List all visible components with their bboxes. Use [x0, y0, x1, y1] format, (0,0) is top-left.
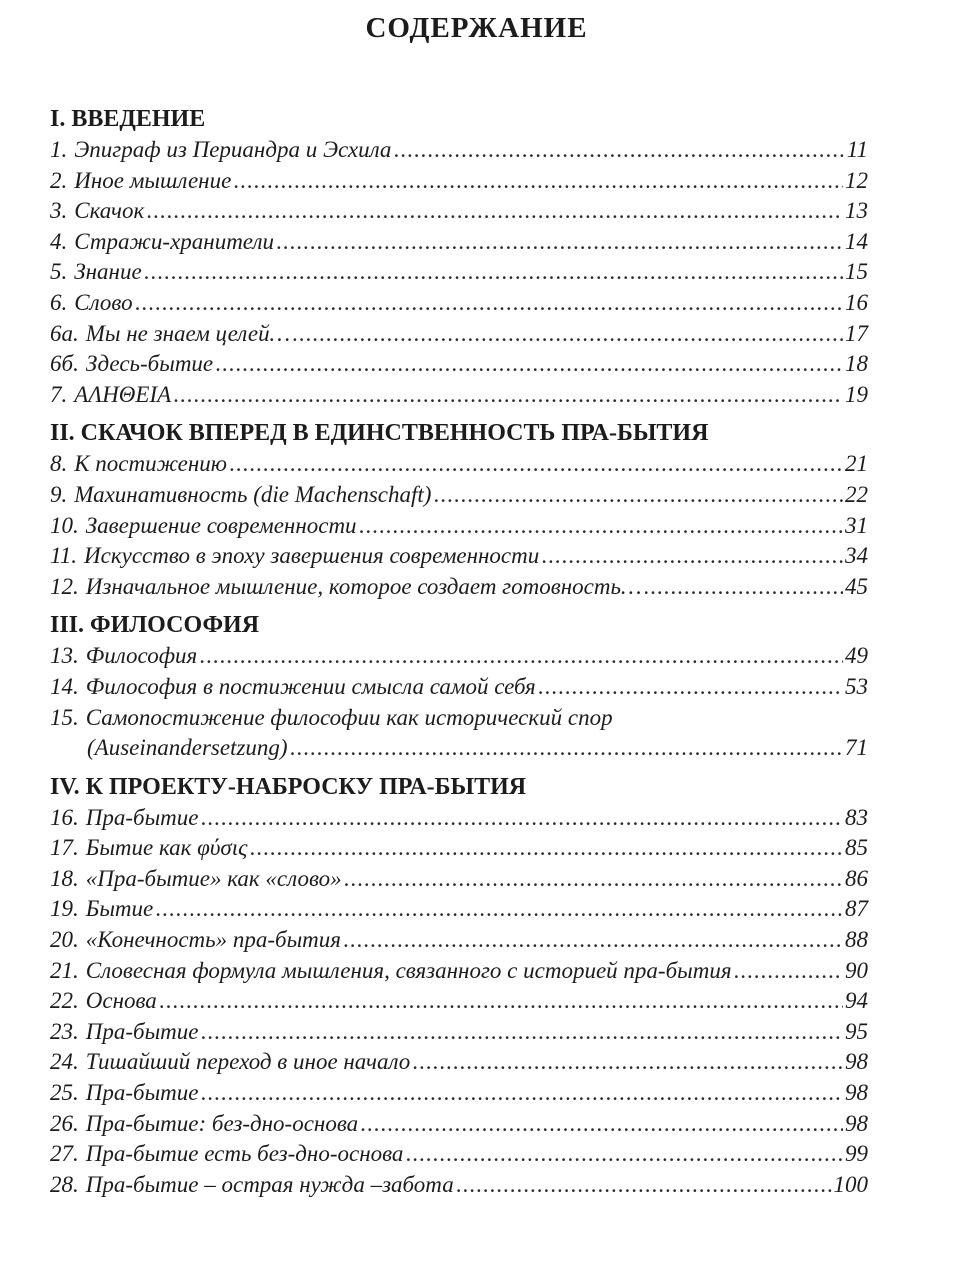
entry-page-number: 22 — [845, 481, 868, 507]
entry-number: 3. — [50, 198, 68, 224]
toc-entry — [50, 480, 868, 511]
entry-page-number: 45 — [845, 573, 868, 599]
entry-number: 26. — [50, 1110, 79, 1136]
toc-section — [50, 771, 868, 1201]
entry-page-number: 98 — [845, 1080, 868, 1106]
entry-title: Махинативность (die Machenschaft) — [74, 481, 432, 507]
entry-page-number: 98 — [845, 1049, 868, 1075]
toc-entry — [50, 641, 868, 672]
entry-title: Эпиграф из Периандра и Эсхила — [74, 137, 392, 162]
entry-title: Стражи-хранители — [74, 228, 274, 254]
section-heading: IV. К ПРОЕКТУ-НАБРОСКУ ПРА-БЫТИЯ — [50, 773, 527, 800]
toc-entry — [50, 572, 868, 603]
entry-number: 24. — [50, 1049, 79, 1075]
dot-leader — [734, 956, 843, 987]
toc-entry — [50, 511, 868, 542]
entry-page-number: 100 — [833, 1171, 868, 1197]
entry-page-number: 13 — [845, 198, 868, 224]
section-heading: I. ВВЕДЕНИЕ — [50, 106, 206, 132]
toc-entry — [50, 319, 868, 350]
entry-title: Слово — [74, 289, 133, 315]
entry-page-number: 16 — [845, 289, 868, 315]
entry-title: Пра-бытие есть без-дно-основа — [85, 1141, 404, 1167]
entry-title-continuation: (Auseinandersetzung) — [87, 735, 288, 761]
entry-page-number: 15 — [845, 259, 868, 285]
entry-number: 28. — [50, 1171, 79, 1197]
dot-leader — [200, 1017, 843, 1048]
entry-title: Пра-бытие – острая нужда –забота — [85, 1171, 454, 1197]
toc-entry-continuation — [50, 733, 868, 764]
dot-leader — [393, 135, 844, 166]
entry-title: Философия — [85, 643, 198, 669]
entry-number: 21. — [50, 957, 79, 983]
dot-leader — [155, 894, 843, 925]
entry-number: 19. — [50, 896, 79, 922]
entry-number: 1. — [50, 137, 68, 162]
entry-number: 14. — [50, 673, 79, 699]
dot-leader — [343, 925, 843, 956]
dot-leader — [456, 1170, 832, 1201]
toc-section — [50, 609, 868, 763]
dot-leader — [135, 288, 843, 319]
toc-section — [50, 417, 868, 602]
entry-page-number: 49 — [845, 643, 868, 669]
entry-title: Искусство в эпоху завершения современности — [84, 543, 540, 569]
entry-page-number: 34 — [845, 543, 868, 569]
entry-title: Скачок — [74, 198, 145, 224]
entry-number: 12. — [50, 573, 79, 599]
toc-entry — [50, 166, 868, 197]
dot-leader — [159, 986, 843, 1017]
dot-leader — [173, 380, 843, 411]
entry-number: 13. — [50, 643, 79, 669]
dot-leader — [215, 349, 843, 380]
entry-page-number: 53 — [845, 673, 868, 699]
entry-title: Пра-бытие: без-дно-основа — [85, 1110, 359, 1136]
entry-number: 2. — [50, 167, 68, 193]
entry-title: Пра-бытие — [85, 804, 199, 830]
toc-section — [50, 103, 868, 410]
entry-number: 18. — [50, 865, 79, 891]
toc-entry — [50, 894, 868, 925]
toc-entry — [50, 1139, 868, 1170]
toc-entry — [50, 833, 868, 864]
dot-leader — [290, 733, 843, 764]
dot-leader — [146, 196, 843, 227]
entry-page-number: 90 — [845, 957, 868, 983]
entry-number: 17. — [50, 835, 79, 861]
entry-number: 16. — [50, 804, 79, 830]
dot-leader — [144, 257, 843, 288]
entry-title: Иное мышление — [74, 167, 232, 193]
toc-entry-multiline — [50, 703, 868, 764]
entry-page-number: 98 — [845, 1110, 868, 1136]
dot-leader — [200, 803, 843, 834]
entry-page-number: 99 — [845, 1141, 868, 1167]
entry-title: Пра-бытие — [85, 1018, 199, 1044]
toc-entry — [50, 380, 868, 411]
toc-entry — [50, 986, 868, 1017]
entry-title: Изначальное мышление, которое создает готовность… — [85, 573, 642, 599]
toc-entry — [50, 1078, 868, 1109]
dot-leader — [233, 166, 843, 197]
entry-page-number: 94 — [845, 988, 868, 1014]
dot-leader — [538, 672, 843, 703]
toc-entry — [50, 541, 868, 572]
entry-page-number: 88 — [845, 927, 868, 953]
entry-number: 25. — [50, 1080, 79, 1106]
toc-entry — [50, 1017, 868, 1048]
entry-title: Самопостижение философии как исторический спор — [85, 704, 613, 730]
entry-title: Здесь-бытие — [85, 351, 214, 377]
toc-entry — [50, 288, 868, 319]
entry-page-number: 95 — [845, 1018, 868, 1044]
entry-page-number: 18 — [845, 351, 868, 377]
dot-leader — [229, 449, 843, 480]
entry-title: Словесная формула мышления, связанного с историей пра-бытия — [85, 957, 732, 983]
entry-number: 27. — [50, 1141, 79, 1167]
entry-number: 4. — [50, 228, 68, 254]
entry-number: 6а. — [50, 320, 79, 346]
entry-number: 23. — [50, 1018, 79, 1044]
toc-entry-first-line — [50, 703, 868, 734]
entry-page-number: 86 — [845, 865, 868, 891]
entry-number: 5. — [50, 259, 68, 285]
toc-entry — [50, 1047, 868, 1078]
entry-number: 20. — [50, 927, 79, 953]
dot-leader — [292, 319, 843, 350]
toc-entry — [50, 349, 868, 380]
dot-leader — [360, 1109, 843, 1140]
toc-entry — [50, 1170, 868, 1201]
entry-number: 7. — [50, 381, 68, 407]
dot-leader — [359, 511, 843, 542]
entry-number: 15. — [50, 704, 79, 730]
dot-leader — [405, 1139, 843, 1170]
entry-title: ΑΛΗΘΕΙΑ — [74, 381, 172, 407]
entry-page-number: 12 — [845, 167, 868, 193]
dot-leader — [199, 641, 843, 672]
section-heading: III. ФИЛОСОФИЯ — [50, 612, 260, 639]
page-title: СОДЕРЖАНИЕ — [365, 12, 588, 44]
toc-entry — [50, 803, 868, 834]
entry-number: 22. — [50, 988, 79, 1014]
entry-number: 9. — [50, 481, 68, 507]
dot-leader — [433, 480, 843, 511]
entry-title: Тишайший переход в иное начало — [85, 1049, 411, 1075]
toc-entry — [50, 449, 868, 480]
toc-entry — [50, 196, 868, 227]
dot-leader — [250, 833, 843, 864]
dot-leader — [643, 572, 843, 603]
entry-number: 11. — [50, 543, 78, 569]
entry-title: Знание — [74, 259, 142, 285]
entry-title: Бытие как φύσις — [85, 835, 248, 861]
entry-page-number: 21 — [845, 451, 868, 477]
section-heading: II. СКАЧОК ВПЕРЕД В ЕДИНСТВЕННОСТЬ ПРА-БЫТИЯ — [50, 420, 709, 447]
toc-entry — [50, 672, 868, 703]
toc-entry — [50, 135, 868, 166]
toc-entry — [50, 257, 868, 288]
toc-entry — [50, 864, 868, 895]
entry-title: К постижению — [74, 451, 228, 477]
entry-title: Пра-бытие — [85, 1080, 199, 1106]
dot-leader — [200, 1078, 843, 1109]
table-of-contents — [50, 103, 868, 1200]
entry-title: Мы не знаем целей… — [85, 320, 291, 346]
entry-page-number: 31 — [845, 512, 868, 538]
entry-title: Основа — [85, 988, 157, 1014]
entry-number: 6. — [50, 289, 68, 315]
entry-page-number: 85 — [845, 835, 868, 861]
toc-entry — [50, 956, 868, 987]
entry-title: «Пра-бытие» как «слово» — [85, 865, 342, 891]
entry-title: «Конечность» пра-бытия — [85, 927, 341, 953]
dot-leader — [276, 227, 843, 258]
entry-page-number: 87 — [845, 896, 868, 922]
entry-page-number: 83 — [845, 804, 868, 830]
entry-page-number: 14 — [845, 228, 868, 254]
entry-title: Завершение современности — [85, 512, 357, 538]
dot-leader — [412, 1047, 843, 1078]
dot-leader — [541, 541, 843, 572]
entry-number: 6б. — [50, 351, 79, 377]
entry-number: 10. — [50, 512, 79, 538]
entry-page-number: 71 — [845, 735, 868, 761]
toc-entry — [50, 227, 868, 258]
entry-title: Философия в постижении смысла самой себя — [85, 673, 536, 699]
toc-entry — [50, 1109, 868, 1140]
entry-number: 8. — [50, 451, 68, 477]
entry-page-number: 17 — [845, 320, 868, 346]
entry-title: Бытие — [85, 896, 154, 922]
entry-page-number: 11 — [846, 137, 868, 162]
toc-entry — [50, 925, 868, 956]
entry-page-number: 19 — [845, 381, 868, 407]
dot-leader — [344, 864, 843, 895]
